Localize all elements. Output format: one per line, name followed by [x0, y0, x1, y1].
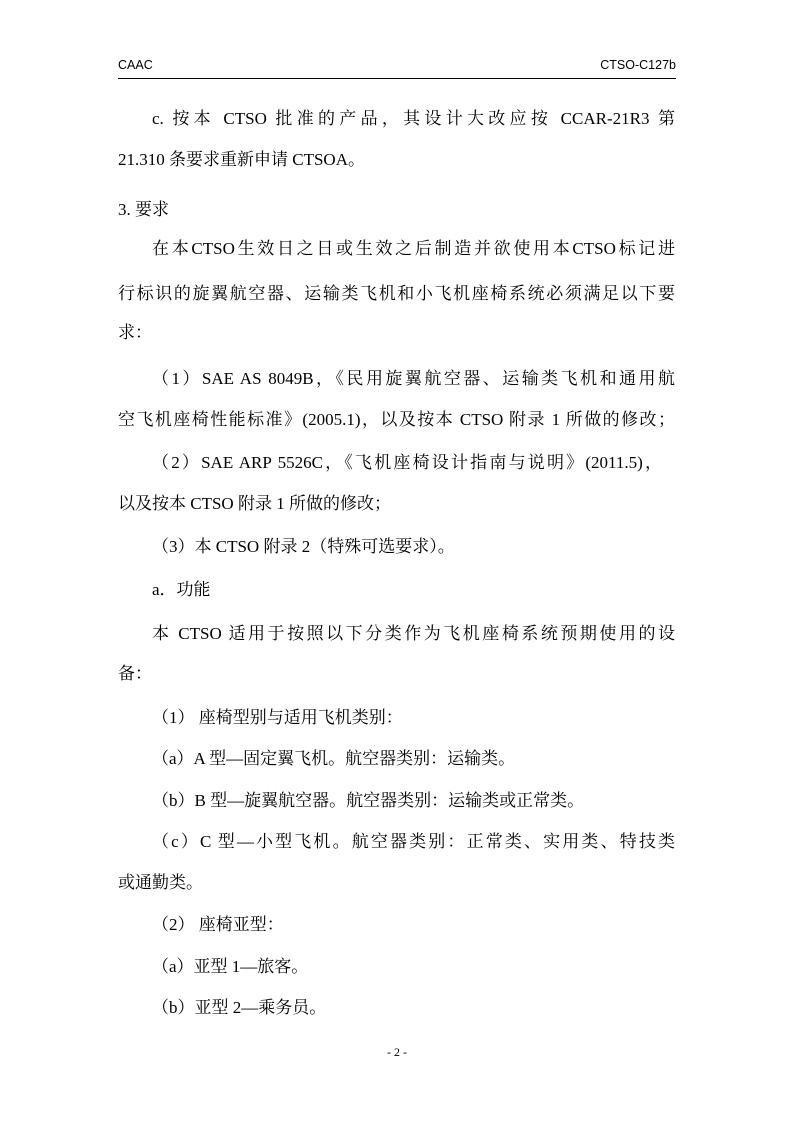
- list-heading: （2） 座椅亚型：: [152, 915, 284, 934]
- paragraph-line: 在本CTSO生效日之日或生效之后制造并欲使用本CTSO标记进: [152, 239, 675, 258]
- subsection-heading: a．功能: [152, 580, 211, 599]
- list-item: （b）B 型—旋翼航空器。航空器类别：运输类或正常类。: [152, 791, 585, 810]
- paragraph-line: 空飞机座椅性能标准》(2005.1)，以及按本 CTSO 附录 1 所做的修改；: [118, 410, 675, 429]
- paragraph-line: c. 按本 CTSO 批准的产品，其设计大改应按 CCAR-21R3 第: [152, 109, 675, 128]
- paragraph-line: 本 CTSO 适用于按照以下分类作为飞机座椅系统预期使用的设: [152, 624, 675, 643]
- paragraph-line: （3）本 CTSO 附录 2（特殊可选要求）。: [152, 537, 455, 556]
- page-header: [118, 56, 676, 79]
- list-item: （a）A 型—固定翼飞机。航空器类别：运输类。: [152, 749, 516, 768]
- paragraph-line: 求：: [118, 323, 152, 342]
- list-heading: （1） 座椅型别与适用飞机类别：: [152, 708, 403, 727]
- section-heading: 3. 要求: [118, 200, 169, 219]
- list-item: （a）亚型 1—旅客。: [152, 957, 309, 976]
- header-left-text: CAAC: [118, 58, 153, 72]
- paragraph-line: 行标识的旋翼航空器、运输类飞机和小飞机座椅系统必须满足以下要: [118, 284, 675, 303]
- paragraph-line: （2）SAE ARP 5526C，《飞机座椅设计指南与说明》(2011.5)，: [152, 453, 662, 472]
- list-item: 或通勤类。: [118, 873, 203, 892]
- paragraph-line: 以及按本 CTSO 附录 1 所做的修改；: [118, 494, 391, 513]
- paragraph-line: 21.310 条要求重新申请 CTSOA。: [118, 150, 365, 169]
- paragraph-line: 备：: [118, 664, 152, 683]
- list-item: （c）C 型—小型飞机。航空器类别：正常类、实用类、特技类: [152, 832, 675, 851]
- header-right-text: CTSO-C127b: [600, 58, 676, 72]
- page-number: - 2 -: [387, 1045, 407, 1059]
- list-item: （b）亚型 2—乘务员。: [152, 998, 327, 1017]
- paragraph-line: （1）SAE AS 8049B，《民用旋翼航空器、运输类飞机和通用航: [152, 369, 675, 388]
